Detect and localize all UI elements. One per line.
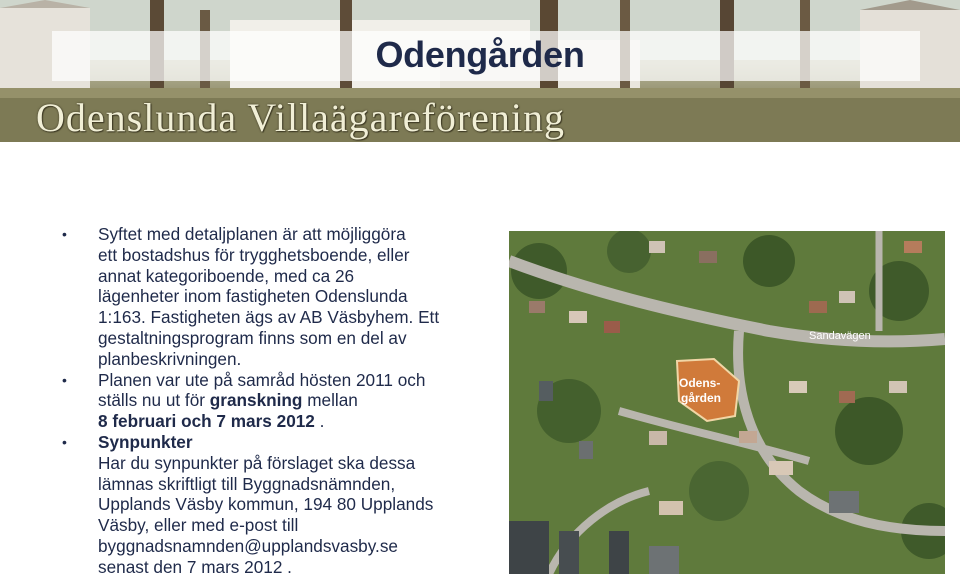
bullet-line: byggnadsnamnden@upplandsvasby.se	[98, 535, 398, 556]
bullet-line: senast den 7 mars 2012 .	[98, 556, 292, 577]
bullet-line: Planen var ute på samråd hösten 2011 och	[98, 369, 426, 390]
bullet-line	[98, 390, 502, 411]
page-title: Odengården	[375, 34, 585, 75]
bold-term: granskning	[209, 390, 303, 411]
bullet-line: Har du synpunkter på förslaget ska dessa	[98, 452, 416, 473]
bullet-item-consultation	[62, 370, 502, 432]
bullet-line: gestaltningsprogram finns som en del av	[98, 327, 407, 348]
bullet-line: Syftet med detaljplanen är att möjliggöra	[98, 224, 406, 244]
bullet-list	[62, 224, 502, 578]
bullet-glyph: •	[62, 226, 67, 242]
site-label-line1: Odens-	[679, 376, 721, 390]
text-segment: .	[314, 411, 325, 432]
bullet-line: annat kategoriboende, med ca 26	[98, 265, 355, 286]
bullet-item-comments	[62, 432, 502, 578]
aerial-photo	[509, 231, 945, 574]
text-segment: mellan	[302, 390, 358, 411]
bullet-line: planbeskrivningen.	[98, 348, 242, 369]
bold-dates: 8 februari och 7 mars 2012	[98, 411, 315, 432]
bullet-line: lämnas skriftligt till Byggnadsnämnden,	[98, 473, 396, 494]
bullet-glyph: •	[62, 433, 67, 450]
bullet-line: ett bostadshus för trygghetsboende, eller	[98, 244, 410, 265]
bullet-line: Väsby, eller med e-post till	[98, 515, 299, 536]
aerial-map	[509, 231, 945, 574]
heading-text: Synpunkter	[98, 431, 193, 452]
organization-name: Odenslunda Villaägareförening	[36, 95, 566, 140]
road-label: Sandavägen	[809, 330, 871, 342]
bullet-glyph: •	[62, 371, 67, 388]
site-label-line2: gården	[681, 391, 722, 405]
bullet-line: Upplands Väsby kommun, 194 80 Upplands	[98, 494, 434, 515]
bullet-line	[98, 411, 502, 432]
bullet-line: lägenheter inom fastigheten Odenslunda	[98, 286, 408, 307]
text-segment: ställs nu ut för	[98, 390, 210, 411]
bullet-line: 1:163. Fastigheten ägs av AB Väsbyhem. Ett	[98, 307, 440, 328]
header-banner	[0, 0, 960, 142]
bullet-item-purpose	[62, 224, 502, 370]
bullet-heading	[98, 432, 502, 453]
